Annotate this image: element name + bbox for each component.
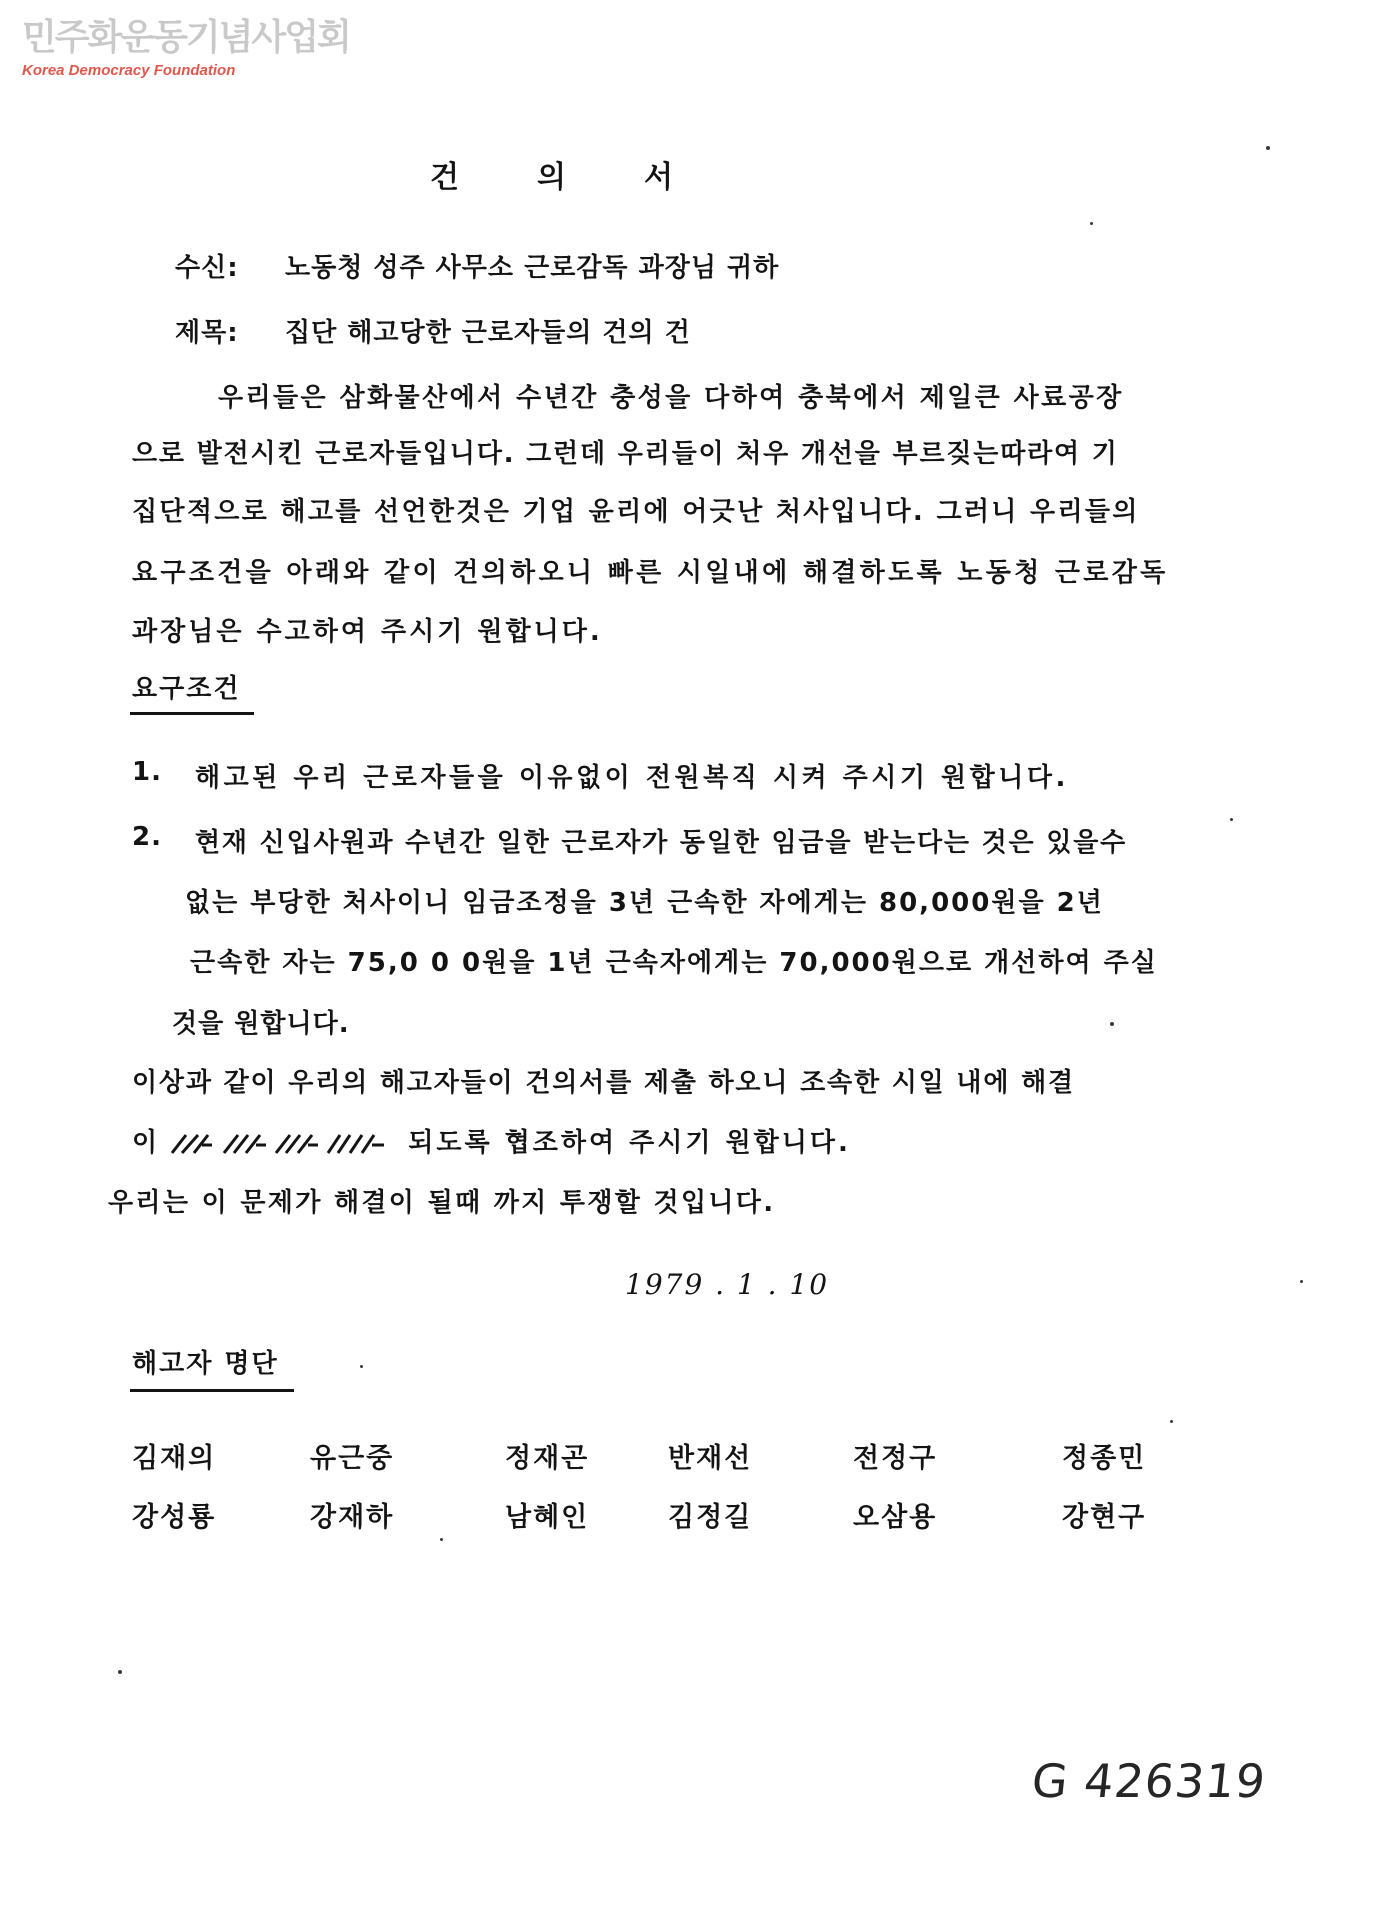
body-line: 우리들은 삼화물산에서 수년간 충성을 다하여 충북에서 제일큰 사료공장 <box>218 383 1124 413</box>
demands-heading: 요구조건 <box>132 674 241 704</box>
body-line: 요구조건을 아래와 같이 건의하오니 빠른 시일내에 해결하도록 노동청 근로감독 <box>132 558 1169 588</box>
subject-text: 집단 해고당한 근로자들의 건의 건 <box>285 318 691 348</box>
worker-name: 오삼용 <box>853 1502 938 1533</box>
demand-text: 해고된 우리 근로자들을 이유없이 전원복직 시켜 주시기 원합니다. <box>195 763 1069 793</box>
scan-speck <box>1170 1420 1173 1423</box>
scan-speck <box>118 1670 122 1674</box>
closing-line: 이상과 같이 우리의 해고자들이 건의서를 제출 하오니 조속한 시일 내에 해결 <box>132 1068 1075 1098</box>
worker-name: 강재하 <box>310 1502 395 1533</box>
body-line: 으로 발전시킨 근로자들입니다. 그런데 우리들이 처우 개선을 부르짖는따라여 기 <box>132 439 1119 469</box>
scan-speck <box>1090 222 1093 225</box>
closing-fragment: 이 <box>132 1128 159 1158</box>
body-line: 과장님은 수고하여 주시기 원합니다. <box>132 617 603 647</box>
scan-speck <box>1230 818 1233 821</box>
worker-name: 정재곤 <box>505 1443 590 1474</box>
demand-text: 것을 원합니다. <box>172 1009 350 1039</box>
worker-name: 반재선 <box>668 1443 753 1474</box>
worker-name: 유근중 <box>310 1443 395 1474</box>
demands-heading-underline <box>130 712 254 715</box>
logo-korean-name: 민주화운동기념사업회 <box>22 17 350 58</box>
demand-text: 없는 부당한 처사이니 임금조정을 3년 근속한 자에게는 80,000원을 2년 <box>185 888 1104 918</box>
archive-number: G 426319 <box>1029 1754 1269 1808</box>
recipient-text: 노동청 성주 사무소 근로감독 과장님 귀하 <box>285 253 780 283</box>
subject-line <box>175 312 691 349</box>
subject-label: 제목: <box>175 318 239 348</box>
body-line: 집단적으로 해고를 선언한것은 기업 윤리에 어긋난 처사입니다. 그러니 우리들의 <box>132 497 1140 527</box>
names-heading-underline <box>130 1389 294 1392</box>
worker-name: 김정길 <box>668 1502 753 1533</box>
demand-number: 1. <box>132 757 162 787</box>
strike-marks <box>168 1131 398 1157</box>
closing-line: 우리는 이 문제가 해결이 될때 까지 투쟁할 것입니다. <box>108 1188 776 1218</box>
recipient-line <box>175 247 779 284</box>
struck-out-text <box>168 1131 398 1157</box>
scan-speck <box>440 1538 443 1541</box>
scan-speck <box>1110 1022 1114 1026</box>
closing-line <box>132 1122 851 1159</box>
scan-speck <box>1266 146 1270 150</box>
worker-name: 남혜인 <box>505 1502 590 1533</box>
worker-name: 전정구 <box>853 1443 938 1474</box>
document-title: 건의서 <box>430 160 751 195</box>
closing-fragment: 되도록 협조하여 주시기 원합니다. <box>408 1128 851 1158</box>
names-heading: 해고자 명단 <box>132 1349 279 1379</box>
demand-number: 2. <box>132 822 162 852</box>
foundation-logo <box>22 18 350 80</box>
worker-name: 김재의 <box>132 1443 217 1474</box>
document-date: 1979 . 1 . 10 <box>625 1268 830 1301</box>
worker-name: 정종민 <box>1062 1443 1147 1474</box>
scan-speck <box>1300 1280 1303 1283</box>
logo-english-name: Korea Democracy Foundation <box>22 62 236 79</box>
demand-text: 근속한 자는 75,0 0 0원을 1년 근속자에게는 70,000원으로 개선하여 주실 <box>190 948 1158 978</box>
worker-name: 강현구 <box>1062 1502 1147 1533</box>
demand-text: 현재 신입사원과 수년간 일한 근로자가 동일한 임금을 받는다는 것은 있을수 <box>195 828 1128 858</box>
scan-speck <box>360 1365 363 1368</box>
worker-name: 강성룡 <box>132 1502 217 1533</box>
recipient-label: 수신: <box>175 253 239 283</box>
